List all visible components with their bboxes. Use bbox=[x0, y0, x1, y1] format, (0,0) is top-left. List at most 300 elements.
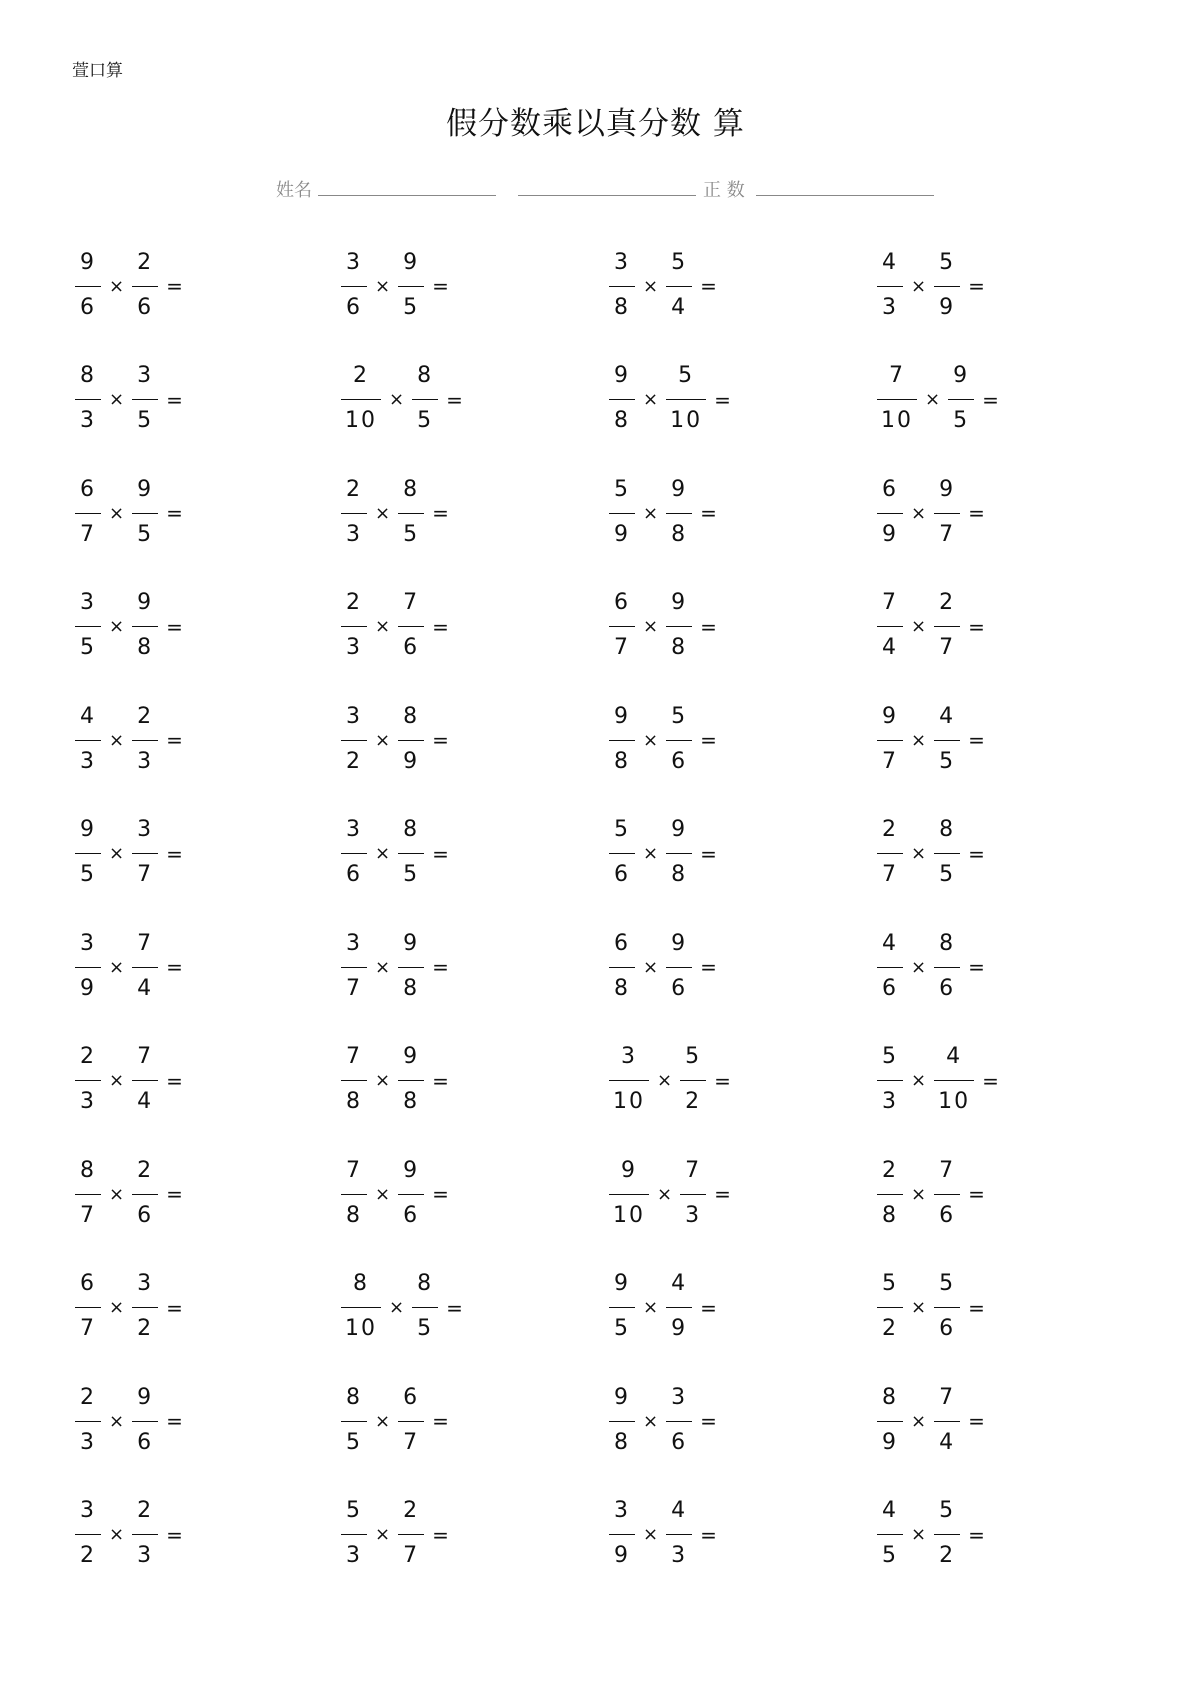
fraction bbox=[341, 1498, 367, 1571]
denominator: 8 bbox=[346, 1202, 362, 1228]
denominator: 6 bbox=[671, 748, 688, 774]
numerator: 2 bbox=[353, 363, 369, 388]
fraction bbox=[680, 1158, 706, 1231]
fraction-bar bbox=[877, 1080, 903, 1081]
denominator: 6 bbox=[882, 975, 898, 1001]
problem bbox=[70, 475, 183, 551]
denominator: 7 bbox=[346, 975, 362, 1001]
numerator: 9 bbox=[671, 590, 688, 615]
times-sign: × bbox=[375, 1183, 391, 1205]
problem bbox=[872, 362, 999, 438]
equals-sign: = bbox=[968, 614, 985, 639]
numerator: 9 bbox=[671, 817, 688, 842]
equals-sign: = bbox=[700, 955, 717, 979]
denominator: 5 bbox=[953, 408, 970, 433]
numerator: 8 bbox=[80, 1157, 96, 1183]
equals-sign: = bbox=[166, 1409, 183, 1433]
fraction bbox=[877, 931, 903, 1004]
fraction bbox=[398, 1385, 424, 1458]
times-sign: × bbox=[911, 275, 927, 297]
fraction-bar bbox=[680, 1194, 706, 1195]
fraction-bar bbox=[341, 967, 367, 968]
numerator: 7 bbox=[346, 1157, 362, 1183]
fraction bbox=[132, 704, 158, 777]
problem bbox=[604, 248, 717, 324]
numerator: 3 bbox=[671, 1384, 688, 1410]
fraction bbox=[75, 704, 101, 777]
numerator: 7 bbox=[889, 363, 905, 388]
denominator: 6 bbox=[614, 862, 630, 887]
fraction-bar bbox=[398, 1534, 424, 1535]
fraction-bar bbox=[666, 513, 692, 514]
numerator: 3 bbox=[346, 249, 362, 275]
fraction-bar bbox=[666, 1534, 692, 1535]
numerator: 5 bbox=[882, 1044, 898, 1069]
fraction bbox=[666, 363, 706, 436]
fraction bbox=[398, 250, 424, 323]
problem bbox=[70, 1383, 183, 1459]
denominator: 5 bbox=[137, 408, 154, 433]
numerator: 9 bbox=[403, 1157, 420, 1183]
denominator: 9 bbox=[882, 1429, 898, 1455]
numerator: 7 bbox=[346, 1044, 362, 1069]
numerator: 3 bbox=[346, 930, 362, 956]
fraction bbox=[877, 1271, 903, 1344]
worksheet-label: 萱口算 bbox=[72, 61, 123, 81]
fraction-bar bbox=[398, 1421, 424, 1422]
numerator: 9 bbox=[953, 363, 970, 388]
problem bbox=[336, 589, 449, 665]
problem bbox=[604, 929, 717, 1005]
times-sign: × bbox=[109, 1524, 125, 1545]
numerator: 5 bbox=[678, 363, 695, 388]
times-sign: × bbox=[643, 729, 659, 751]
times-sign: × bbox=[911, 1183, 927, 1205]
denominator: 7 bbox=[137, 862, 154, 887]
times-sign: × bbox=[375, 729, 391, 751]
equals-sign: = bbox=[982, 387, 999, 412]
fraction bbox=[398, 704, 424, 777]
fraction bbox=[666, 590, 692, 663]
times-sign: × bbox=[911, 1410, 927, 1432]
denominator: 6 bbox=[346, 294, 362, 320]
numerator: 3 bbox=[137, 817, 154, 842]
equals-sign: = bbox=[700, 1409, 717, 1433]
numerator: 2 bbox=[137, 249, 154, 275]
fraction-bar bbox=[75, 513, 101, 514]
equals-sign: = bbox=[432, 841, 449, 866]
fraction bbox=[75, 931, 101, 1004]
problem bbox=[336, 929, 449, 1005]
fraction bbox=[75, 250, 101, 323]
problem bbox=[336, 1156, 449, 1232]
numerator: 6 bbox=[80, 1271, 96, 1296]
numerator: 7 bbox=[137, 1044, 154, 1069]
numerator: 2 bbox=[403, 1498, 420, 1523]
denominator: 2 bbox=[685, 1089, 702, 1114]
denominator: 6 bbox=[939, 1202, 956, 1228]
fraction-bar bbox=[341, 286, 367, 287]
numerator: 8 bbox=[403, 703, 420, 729]
fraction bbox=[666, 250, 692, 323]
fraction bbox=[609, 363, 635, 436]
fraction bbox=[609, 590, 635, 663]
numerator: 2 bbox=[346, 476, 362, 502]
fraction-bar bbox=[398, 740, 424, 741]
denominator: 9 bbox=[882, 521, 898, 547]
numerator: 3 bbox=[80, 930, 96, 956]
fraction bbox=[398, 477, 424, 550]
denominator: 7 bbox=[939, 521, 956, 547]
times-sign: × bbox=[911, 1524, 927, 1545]
fraction-bar bbox=[341, 513, 367, 514]
times-sign: × bbox=[375, 275, 391, 297]
problem bbox=[336, 816, 449, 892]
numerator: 9 bbox=[614, 1271, 630, 1296]
numerator: 8 bbox=[403, 817, 420, 842]
problem bbox=[604, 1043, 731, 1119]
problem bbox=[70, 248, 183, 324]
times-sign: × bbox=[911, 1297, 927, 1318]
numerator: 9 bbox=[403, 249, 420, 275]
numerator: 9 bbox=[939, 476, 956, 502]
fraction bbox=[934, 250, 960, 323]
fraction-bar bbox=[75, 1080, 101, 1081]
equals-sign: = bbox=[968, 1522, 985, 1547]
numerator: 2 bbox=[882, 1157, 898, 1183]
denominator: 6 bbox=[403, 1202, 420, 1228]
fraction bbox=[666, 477, 692, 550]
fraction-bar bbox=[132, 626, 158, 627]
denominator: 3 bbox=[882, 294, 898, 320]
fraction-bar bbox=[398, 1080, 424, 1081]
fraction bbox=[412, 1271, 438, 1344]
denominator: 2 bbox=[137, 1316, 154, 1341]
problem bbox=[872, 589, 985, 665]
fraction-bar bbox=[934, 626, 960, 627]
denominator: 6 bbox=[939, 975, 956, 1001]
equals-sign: = bbox=[432, 1182, 449, 1206]
denominator: 3 bbox=[346, 521, 362, 547]
numerator: 7 bbox=[939, 1384, 956, 1410]
denominator: 5 bbox=[882, 1543, 898, 1568]
problem bbox=[604, 816, 717, 892]
fraction bbox=[75, 363, 101, 436]
fraction-bar bbox=[934, 1421, 960, 1422]
equals-sign: = bbox=[982, 1068, 999, 1093]
fraction-bar bbox=[609, 399, 635, 400]
fraction-bar bbox=[877, 1534, 903, 1535]
fraction-bar bbox=[666, 399, 706, 400]
problem bbox=[872, 1383, 985, 1459]
fraction bbox=[341, 1158, 367, 1231]
numerator: 3 bbox=[614, 1498, 630, 1523]
numerator: 4 bbox=[671, 1498, 688, 1523]
problem bbox=[872, 1270, 985, 1346]
denominator: 6 bbox=[137, 1202, 154, 1228]
denominator: 10 bbox=[938, 1089, 971, 1114]
fraction-bar bbox=[398, 967, 424, 968]
times-sign: × bbox=[109, 1410, 125, 1432]
times-sign: × bbox=[109, 616, 125, 637]
denominator: 2 bbox=[80, 1543, 96, 1568]
numerator: 5 bbox=[939, 1498, 956, 1523]
fraction bbox=[132, 590, 158, 663]
denominator: 8 bbox=[403, 1089, 420, 1114]
problem bbox=[336, 362, 463, 438]
score-line bbox=[756, 195, 934, 196]
fraction-bar bbox=[877, 286, 903, 287]
times-sign: × bbox=[643, 502, 659, 524]
equals-sign: = bbox=[432, 1522, 449, 1547]
numerator: 9 bbox=[671, 476, 688, 502]
fraction-bar bbox=[680, 1080, 706, 1081]
denominator: 6 bbox=[346, 862, 362, 887]
fraction bbox=[934, 1271, 960, 1344]
problem bbox=[604, 1270, 717, 1346]
fraction bbox=[132, 250, 158, 323]
fraction-bar bbox=[132, 286, 158, 287]
equals-sign: = bbox=[968, 955, 985, 979]
equals-sign: = bbox=[166, 1068, 183, 1093]
numerator: 2 bbox=[939, 590, 956, 615]
fraction-bar bbox=[75, 853, 101, 854]
equals-sign: = bbox=[446, 387, 463, 412]
numerator: 2 bbox=[882, 817, 898, 842]
fraction-bar bbox=[341, 399, 381, 400]
numerator: 5 bbox=[882, 1271, 898, 1296]
fraction-bar bbox=[132, 853, 158, 854]
fraction bbox=[132, 817, 158, 890]
equals-sign: = bbox=[714, 1182, 731, 1206]
times-sign: × bbox=[109, 1183, 125, 1205]
numerator: 9 bbox=[403, 930, 420, 956]
fraction bbox=[341, 250, 367, 323]
denominator: 7 bbox=[80, 521, 96, 547]
fraction-bar bbox=[666, 1307, 692, 1308]
denominator: 8 bbox=[614, 975, 630, 1001]
denominator: 8 bbox=[671, 635, 688, 660]
problem bbox=[336, 248, 449, 324]
fraction bbox=[609, 1498, 635, 1571]
fraction-bar bbox=[934, 853, 960, 854]
fraction bbox=[877, 250, 903, 323]
numerator: 8 bbox=[417, 1271, 434, 1296]
score-label: 正 数 bbox=[703, 180, 745, 201]
equals-sign: = bbox=[432, 1068, 449, 1093]
numerator: 9 bbox=[137, 590, 154, 615]
equals-sign: = bbox=[166, 614, 183, 639]
equals-sign: = bbox=[700, 841, 717, 866]
fraction bbox=[75, 477, 101, 550]
fraction-bar bbox=[666, 853, 692, 854]
equals-sign: = bbox=[968, 728, 985, 752]
fraction-bar bbox=[877, 740, 903, 741]
times-sign: × bbox=[389, 1297, 405, 1318]
denominator: 5 bbox=[346, 1429, 362, 1455]
denominator: 3 bbox=[80, 1089, 96, 1114]
fraction bbox=[609, 704, 635, 777]
times-sign: × bbox=[109, 389, 125, 410]
denominator: 7 bbox=[614, 635, 630, 660]
fraction-bar bbox=[412, 399, 438, 400]
equals-sign: = bbox=[714, 1068, 731, 1093]
denominator: 6 bbox=[671, 975, 688, 1001]
equals-sign: = bbox=[166, 501, 183, 525]
fraction-bar bbox=[341, 1080, 367, 1081]
fraction-bar bbox=[132, 399, 158, 400]
equals-sign: = bbox=[700, 501, 717, 525]
denominator: 9 bbox=[614, 1543, 630, 1568]
equals-sign: = bbox=[700, 1295, 717, 1320]
numerator: 8 bbox=[417, 363, 434, 388]
denominator: 5 bbox=[80, 635, 96, 660]
times-sign: × bbox=[375, 1524, 391, 1545]
fraction-bar bbox=[398, 853, 424, 854]
numerator: 5 bbox=[671, 703, 688, 729]
times-sign: × bbox=[643, 956, 659, 978]
denominator: 3 bbox=[346, 635, 362, 660]
denominator: 3 bbox=[346, 1543, 362, 1568]
denominator: 7 bbox=[403, 1429, 420, 1455]
problem bbox=[70, 362, 183, 438]
fraction bbox=[398, 817, 424, 890]
problem bbox=[70, 1043, 183, 1119]
fraction bbox=[132, 1044, 158, 1117]
fraction bbox=[877, 1158, 903, 1231]
times-sign: × bbox=[109, 1070, 125, 1091]
problem bbox=[872, 702, 985, 778]
fraction bbox=[877, 817, 903, 890]
denominator: 5 bbox=[403, 862, 420, 887]
denominator: 10 bbox=[670, 408, 703, 433]
numerator: 5 bbox=[685, 1044, 702, 1069]
fraction bbox=[609, 1044, 649, 1117]
fraction-bar bbox=[609, 1421, 635, 1422]
times-sign: × bbox=[911, 1070, 927, 1091]
fraction bbox=[75, 590, 101, 663]
denominator: 5 bbox=[403, 294, 420, 320]
denominator: 6 bbox=[137, 294, 154, 320]
denominator: 9 bbox=[939, 294, 956, 320]
numerator: 6 bbox=[614, 590, 630, 615]
numerator: 2 bbox=[80, 1044, 96, 1069]
fraction-bar bbox=[75, 286, 101, 287]
denominator: 5 bbox=[939, 862, 956, 887]
equals-sign: = bbox=[166, 1182, 183, 1206]
numerator: 4 bbox=[882, 930, 898, 956]
fraction bbox=[341, 931, 367, 1004]
denominator: 8 bbox=[882, 1202, 898, 1228]
fraction-bar bbox=[398, 513, 424, 514]
fraction bbox=[609, 931, 635, 1004]
fraction bbox=[666, 704, 692, 777]
numerator: 3 bbox=[137, 363, 154, 388]
denominator: 4 bbox=[137, 975, 154, 1001]
numerator: 8 bbox=[346, 1384, 362, 1410]
denominator: 7 bbox=[403, 1543, 420, 1568]
denominator: 7 bbox=[80, 1316, 96, 1341]
equals-sign: = bbox=[968, 501, 985, 525]
equals-sign: = bbox=[432, 955, 449, 979]
denominator: 3 bbox=[137, 1543, 154, 1568]
fraction bbox=[609, 1271, 635, 1344]
fraction bbox=[75, 1044, 101, 1117]
denominator: 5 bbox=[417, 408, 434, 433]
fraction-bar bbox=[75, 1194, 101, 1195]
page-title: 假分数乘以真分数 算 bbox=[446, 106, 745, 142]
fraction bbox=[609, 250, 635, 323]
fraction-bar bbox=[609, 967, 635, 968]
denominator: 8 bbox=[614, 408, 630, 433]
denominator: 9 bbox=[403, 748, 420, 774]
numerator: 7 bbox=[882, 590, 898, 615]
numerator: 9 bbox=[137, 1384, 154, 1410]
denominator: 9 bbox=[80, 975, 96, 1001]
fraction bbox=[341, 704, 367, 777]
fraction bbox=[132, 363, 158, 436]
fraction-bar bbox=[398, 286, 424, 287]
problem bbox=[70, 816, 183, 892]
times-sign: × bbox=[109, 502, 125, 524]
fraction-bar bbox=[609, 286, 635, 287]
fraction bbox=[877, 590, 903, 663]
name-line bbox=[318, 195, 496, 196]
fraction-bar bbox=[341, 1421, 367, 1422]
fraction-bar bbox=[75, 1534, 101, 1535]
fraction bbox=[877, 477, 903, 550]
fraction-bar bbox=[609, 740, 635, 741]
fraction-bar bbox=[132, 513, 158, 514]
denominator: 3 bbox=[80, 408, 96, 433]
fraction-bar bbox=[877, 853, 903, 854]
problem bbox=[872, 1156, 985, 1232]
fraction bbox=[398, 590, 424, 663]
times-sign: × bbox=[643, 1297, 659, 1318]
times-sign: × bbox=[375, 843, 391, 864]
fraction-bar bbox=[877, 626, 903, 627]
times-sign: × bbox=[109, 729, 125, 751]
denominator: 4 bbox=[939, 1429, 956, 1455]
numerator: 9 bbox=[882, 703, 898, 729]
problem bbox=[336, 1043, 449, 1119]
fraction-bar bbox=[132, 740, 158, 741]
fraction-bar bbox=[934, 1534, 960, 1535]
equals-sign: = bbox=[432, 728, 449, 752]
equals-sign: = bbox=[166, 955, 183, 979]
fraction-bar bbox=[877, 967, 903, 968]
denominator: 5 bbox=[403, 521, 420, 547]
denominator: 8 bbox=[346, 1089, 362, 1114]
numerator: 4 bbox=[882, 1498, 898, 1523]
fraction bbox=[341, 1385, 367, 1458]
denominator: 2 bbox=[346, 748, 362, 774]
equals-sign: = bbox=[700, 728, 717, 752]
denominator: 3 bbox=[685, 1202, 702, 1228]
numerator: 7 bbox=[137, 930, 154, 956]
problem bbox=[70, 1156, 183, 1232]
fraction bbox=[132, 1158, 158, 1231]
times-sign: × bbox=[643, 1524, 659, 1545]
equals-sign: = bbox=[968, 1409, 985, 1433]
fraction bbox=[934, 1498, 960, 1571]
fraction-bar bbox=[132, 967, 158, 968]
denominator: 5 bbox=[939, 748, 956, 774]
numerator: 7 bbox=[685, 1157, 702, 1183]
numerator: 3 bbox=[137, 1271, 154, 1296]
numerator: 4 bbox=[882, 249, 898, 275]
numerator: 9 bbox=[621, 1157, 637, 1183]
